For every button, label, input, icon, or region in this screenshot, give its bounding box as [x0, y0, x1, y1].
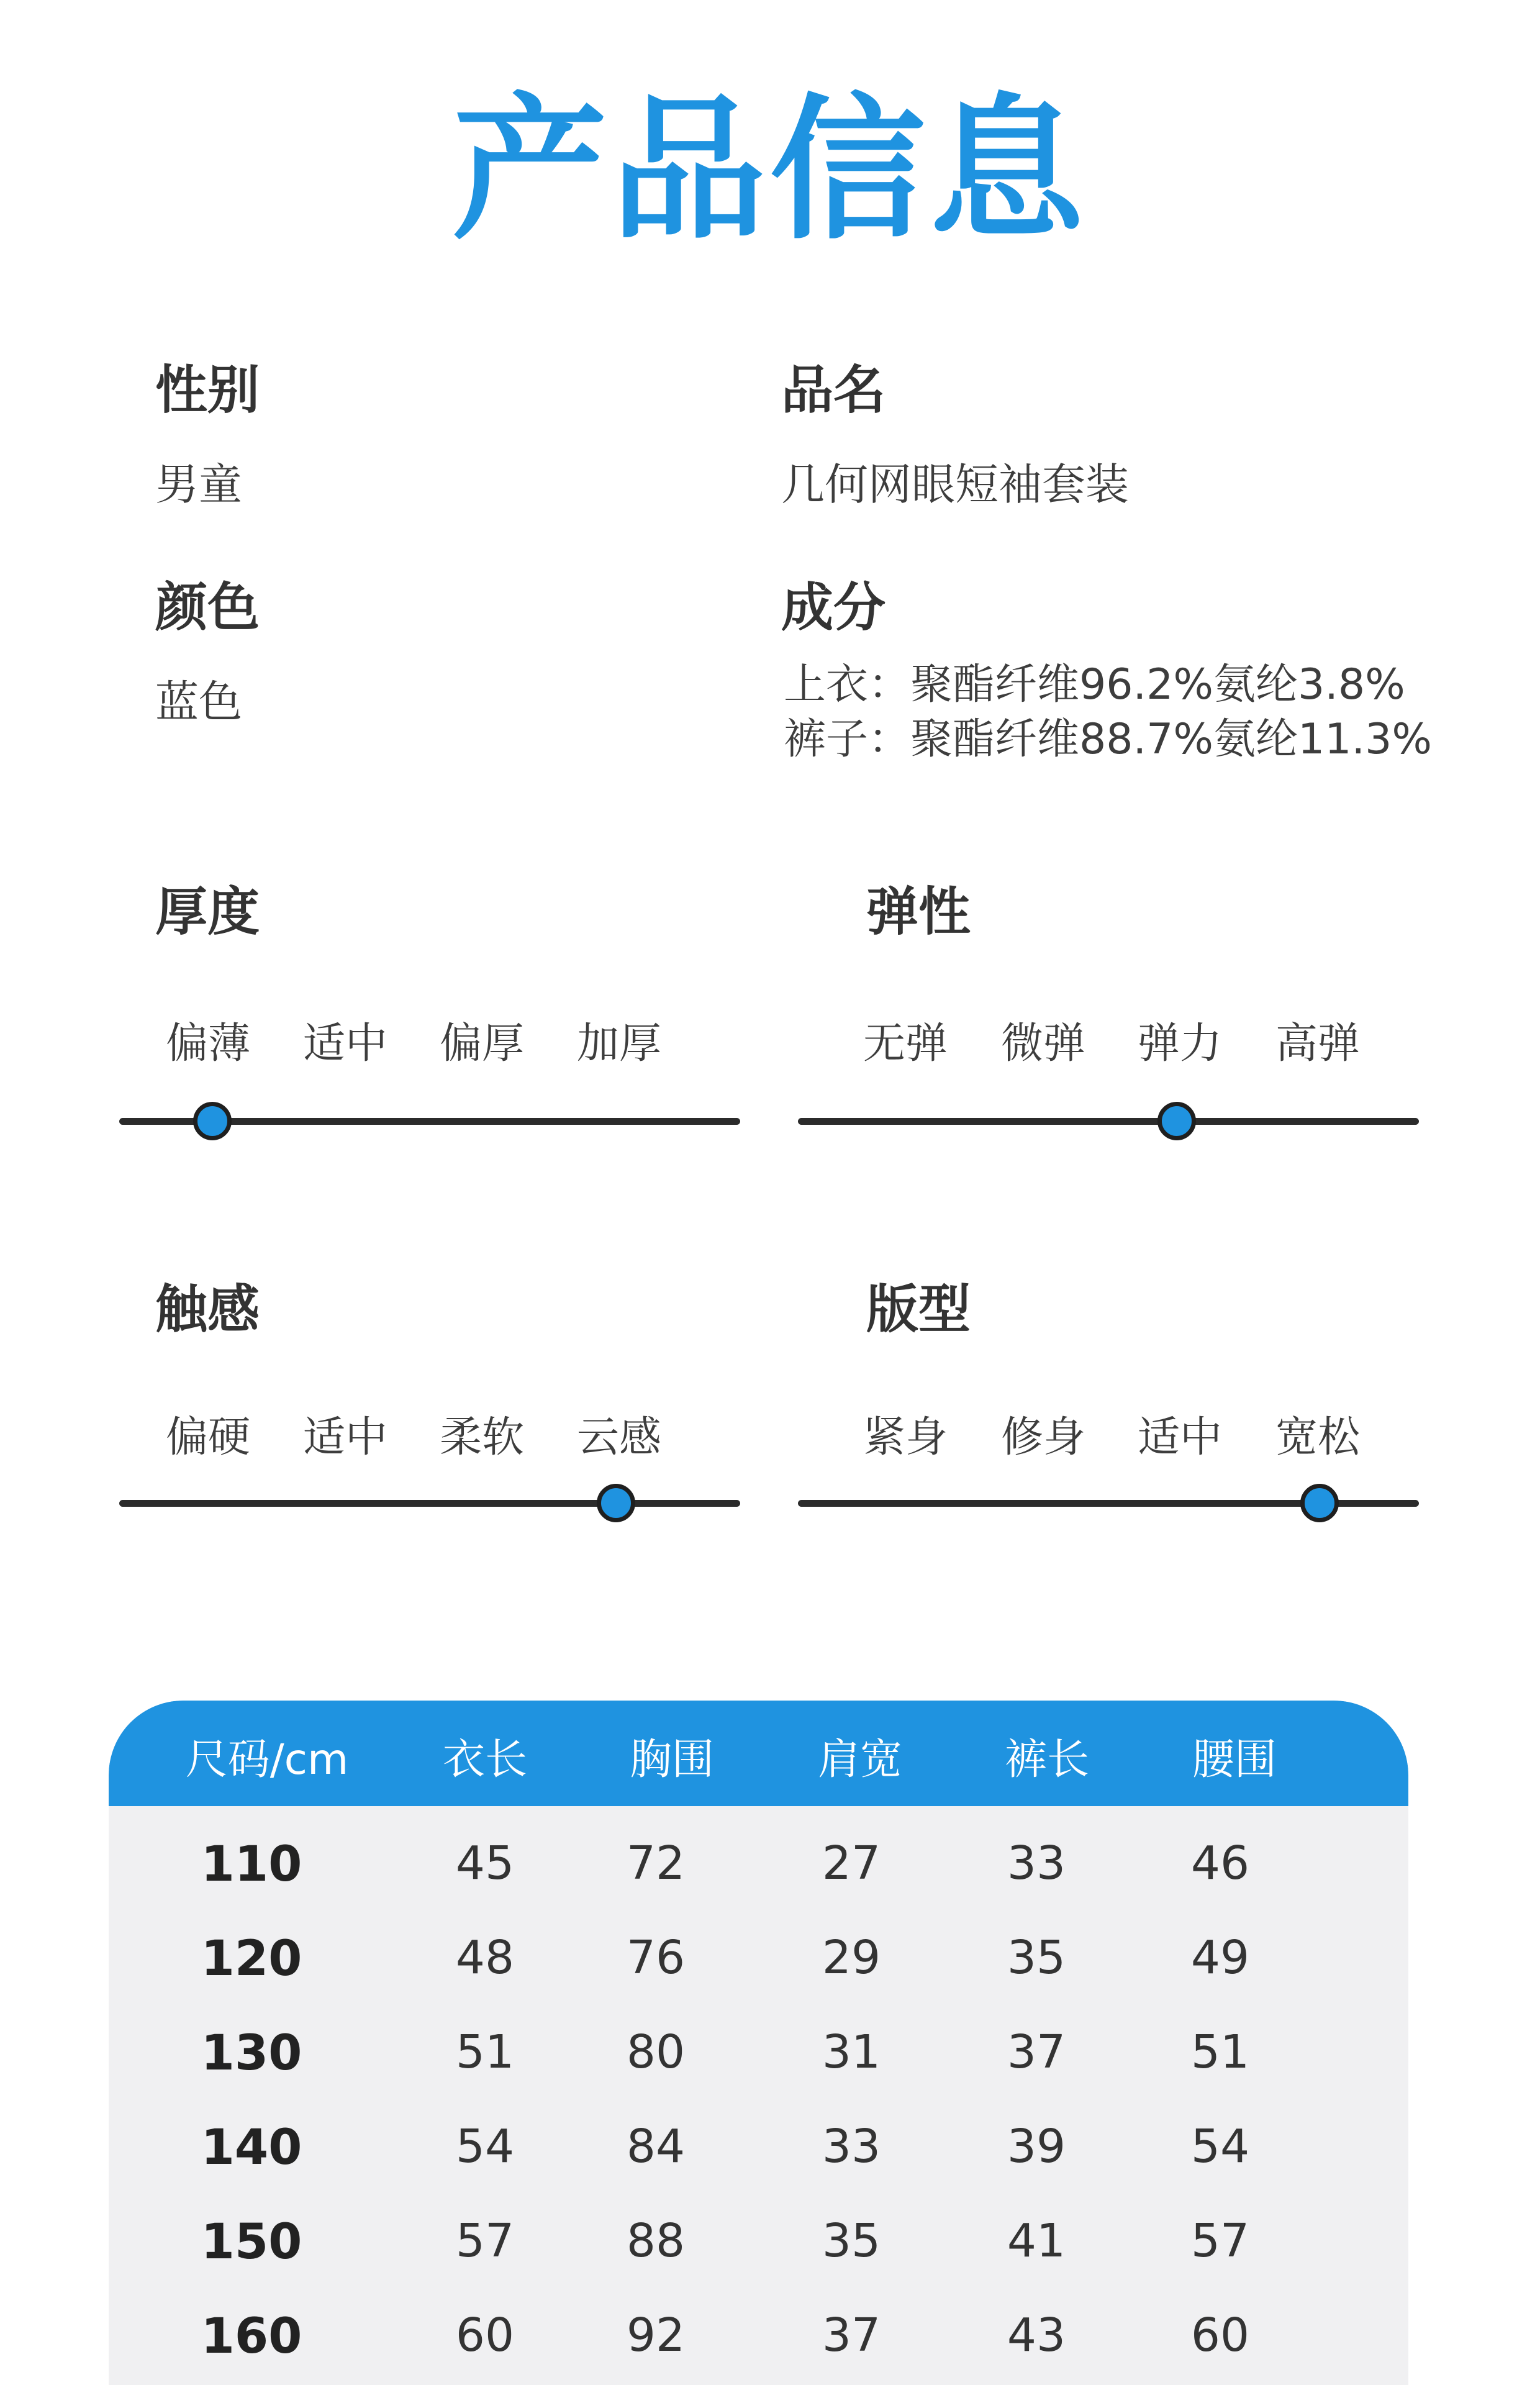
table-cell: 88 — [626, 2214, 686, 2268]
table-cell: 43 — [1007, 2309, 1066, 2362]
size-cell: 160 — [201, 2309, 302, 2365]
table-cell: 29 — [822, 1931, 881, 1984]
color-value: 蓝色 — [155, 676, 242, 727]
composition-top-line: 上衣：聚酯纤维96.2%氨纶3.8% — [784, 660, 1405, 709]
product-name-label: 品名 — [781, 360, 886, 420]
table-cell: 51 — [1190, 2025, 1250, 2079]
table-cell: 51 — [455, 2025, 515, 2079]
touch-track — [119, 1500, 740, 1507]
size-cell: 140 — [201, 2120, 302, 2176]
thickness-option: 适中 — [302, 1019, 387, 1068]
elasticity-track — [798, 1118, 1419, 1125]
elasticity-indicator — [1157, 1102, 1196, 1140]
touch-option: 偏硬 — [165, 1413, 250, 1462]
size-cell: 150 — [201, 2214, 302, 2270]
elasticity-option: 微弹 — [1000, 1019, 1085, 1068]
product-name-value: 几何网眼短袖套装 — [781, 459, 1129, 510]
touch-option: 柔软 — [439, 1413, 524, 1462]
thickness-option: 偏薄 — [165, 1019, 250, 1068]
touch-option: 云感 — [576, 1413, 661, 1462]
fit-option: 适中 — [1137, 1413, 1222, 1462]
table-cell: 33 — [822, 2120, 881, 2173]
header-length: 衣长 — [442, 1735, 527, 1784]
elasticity-title: 弹性 — [866, 881, 971, 942]
header-pants-length: 裤长 — [1004, 1735, 1089, 1784]
table-cell: 60 — [1190, 2309, 1250, 2362]
table-cell: 27 — [822, 1837, 881, 1890]
thickness-indicator — [193, 1102, 232, 1140]
table-cell: 33 — [1007, 1837, 1066, 1890]
table-cell: 72 — [626, 1837, 686, 1890]
table-cell: 35 — [1007, 1931, 1066, 1984]
size-cell: 110 — [201, 1837, 302, 1892]
elasticity-option: 弹力 — [1137, 1019, 1222, 1068]
page-title: 产品信息 — [452, 80, 1088, 260]
size-cell: 120 — [201, 1931, 302, 1987]
table-cell: 31 — [822, 2025, 881, 2079]
table-cell: 37 — [822, 2309, 881, 2362]
touch-option: 适中 — [302, 1413, 387, 1462]
table-cell: 39 — [1007, 2120, 1066, 2173]
table-cell: 54 — [455, 2120, 515, 2173]
table-cell: 46 — [1190, 1837, 1250, 1890]
gender-value: 男童 — [155, 459, 242, 510]
elasticity-option: 高弹 — [1275, 1019, 1360, 1068]
fit-indicator — [1300, 1484, 1339, 1522]
fit-option: 修身 — [1000, 1413, 1085, 1462]
table-cell: 45 — [455, 1837, 515, 1890]
header-size: 尺码/cm — [185, 1735, 349, 1784]
header-chest: 胸围 — [629, 1735, 714, 1784]
table-cell: 54 — [1190, 2120, 1250, 2173]
fit-option: 宽松 — [1275, 1413, 1360, 1462]
size-cell: 130 — [201, 2025, 302, 2081]
table-cell: 60 — [455, 2309, 515, 2362]
table-cell: 35 — [822, 2214, 881, 2268]
touch-title: 触感 — [155, 1279, 260, 1340]
size-table — [109, 1701, 1408, 2385]
color-label: 颜色 — [155, 577, 260, 638]
table-cell: 84 — [626, 2120, 686, 2173]
fit-option: 紧身 — [863, 1413, 948, 1462]
thickness-option: 加厚 — [576, 1019, 661, 1068]
table-cell: 92 — [626, 2309, 686, 2362]
touch-indicator — [597, 1484, 635, 1522]
fit-title: 版型 — [866, 1279, 971, 1340]
header-shoulder: 肩宽 — [817, 1735, 902, 1784]
table-cell: 48 — [455, 1931, 515, 1984]
gender-label: 性别 — [155, 360, 260, 420]
table-cell: 57 — [1190, 2214, 1250, 2268]
thickness-title: 厚度 — [155, 881, 260, 942]
composition-label: 成分 — [781, 577, 886, 638]
table-cell: 41 — [1007, 2214, 1066, 2268]
table-cell: 76 — [626, 1931, 686, 1984]
header-waist: 腰围 — [1192, 1735, 1277, 1784]
table-header — [109, 1701, 1408, 1806]
table-cell: 80 — [626, 2025, 686, 2079]
thickness-option: 偏厚 — [439, 1019, 524, 1068]
composition-bottom-line: 裤子：聚酯纤维88.7%氨纶11.3% — [784, 715, 1433, 764]
table-cell: 57 — [455, 2214, 515, 2268]
table-cell: 49 — [1190, 1931, 1250, 1984]
elasticity-option: 无弹 — [863, 1019, 948, 1068]
table-cell: 37 — [1007, 2025, 1066, 2079]
